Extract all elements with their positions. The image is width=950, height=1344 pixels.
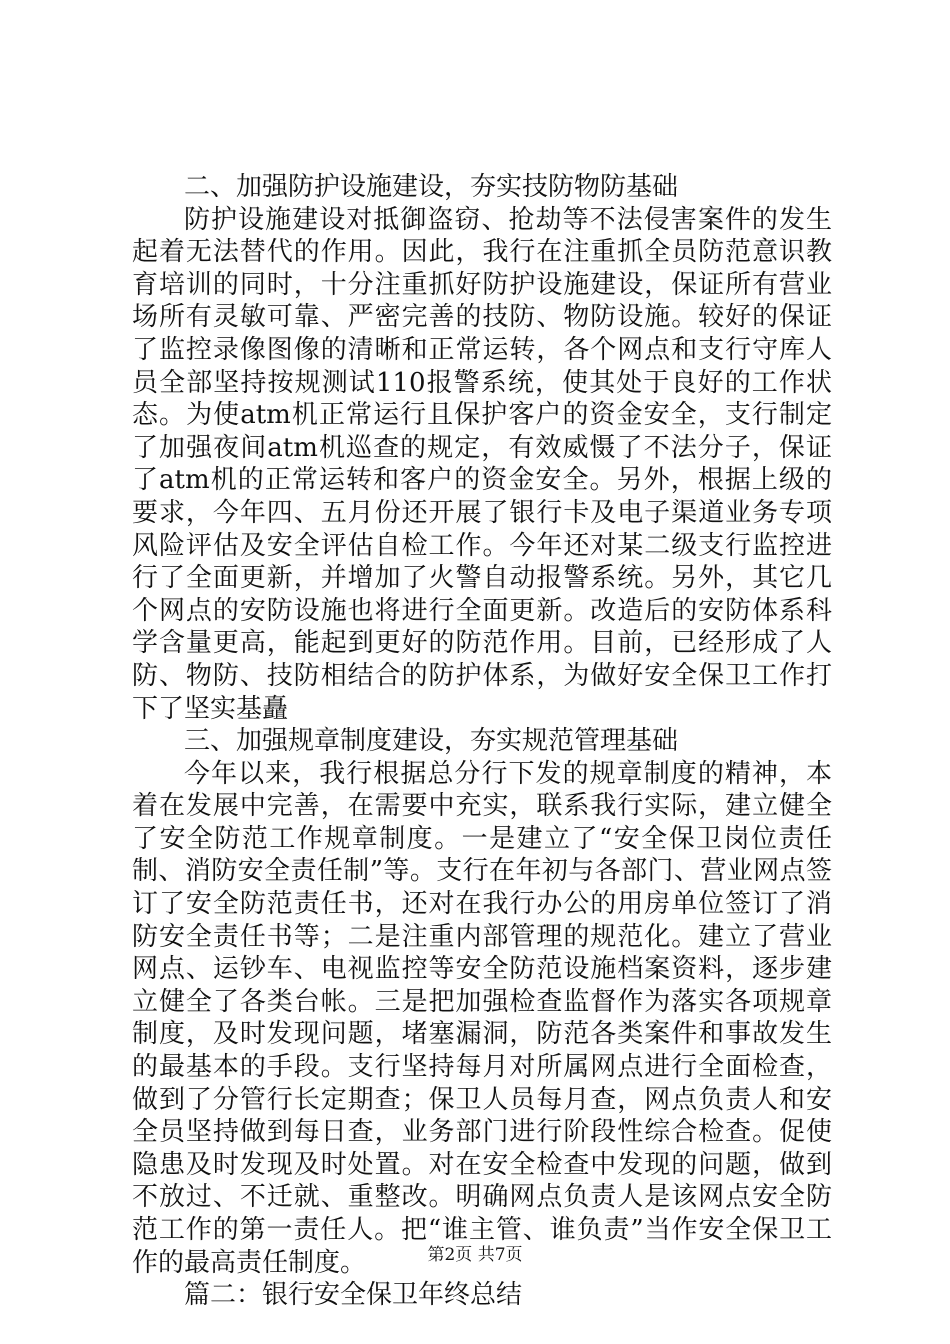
article-heading-2: 篇二：银行安全保卫年终总结	[184, 1280, 523, 1311]
document-body	[132, 171, 832, 1312]
section-heading-3: 三、加强规章制度建设，夯实规范管理基础	[184, 726, 679, 757]
page-number-footer: 第2页 共7页	[427, 1245, 523, 1265]
paragraph-protection-facilities: 防护设施建设对抵御盗窃、抢劫等不法侵害案件的发生起着无法替代的作用。因此，我行在注重抓全员防范意识教育培训的同时，十分注重抓好防护设施建设，保证所有营业场所有灵敏可靠、严密完善的技防、物防设施。较好的保证了监控录像图像的清晰和正常运转，各个网点和支行守库人员全部坚持按规测试110报警系统，使其处于良好的工作状态。为使atm机正常运行且保护客户的资金安全，支行制定了加强夜间atm机巡查的规定，有效威慑了不法分子，保证了atm机的正常运转和客户的资金安全。另外，根据上级的要求，今年四、五月份还开展了银行卡及电子渠道业务专项风险评估及安全评估自检工作。今年还对某二级支行监控进行了全面更新，并增加了火警自动报警系统。另外，其它几个网点的安防设施也将进行全面更新。改造后的安防体系科学含量更高，能起到更好的防范作用。目前，已经形成了人防、物防、技防相结合的防护体系，为做好安全保卫工作打下了坚实基矗	[132, 204, 832, 724]
paragraph-rules-system: 今年以来，我行根据总分行下发的规章制度的精神，本着在发展中完善，在需要中充实，联系我行实际，建立健全了安全防范工作规章制度。一是建立了“安全保卫岗位责任制、消防安全责任制”等。支行在年初与各部门、营业网点签订了安全防范责任书，还对在我行办公的用房单位签订了消防安全责任书等；二是注重内部管理的规范化。建立了营业网点、运钞车、电视监控等安全防范设施档案资料，逐步建立健全了各类台帐。三是把加强检查监督作为落实各项规章制度，及时发现问题，堵塞漏洞，防范各类案件和事故发生的最基本的手段。支行坚持每月对所属网点进行全面检查，做到了分管行长定期查；保卫人员每月查，网点负责人和安全员坚持做到每日查，业务部门进行阶段性综合检查。促使隐患及时发现及时处置。对在安全检查中发现的问题，做到不放过、不迁就、重整改。明确网点负责人是该网点安全防范工作的第一责任人。把“谁主管、谁负责”当作安全保卫工作的最高责任制度。	[132, 758, 832, 1278]
section-heading-2: 二、加强防护设施建设，夯实技防物防基础	[184, 172, 679, 202]
